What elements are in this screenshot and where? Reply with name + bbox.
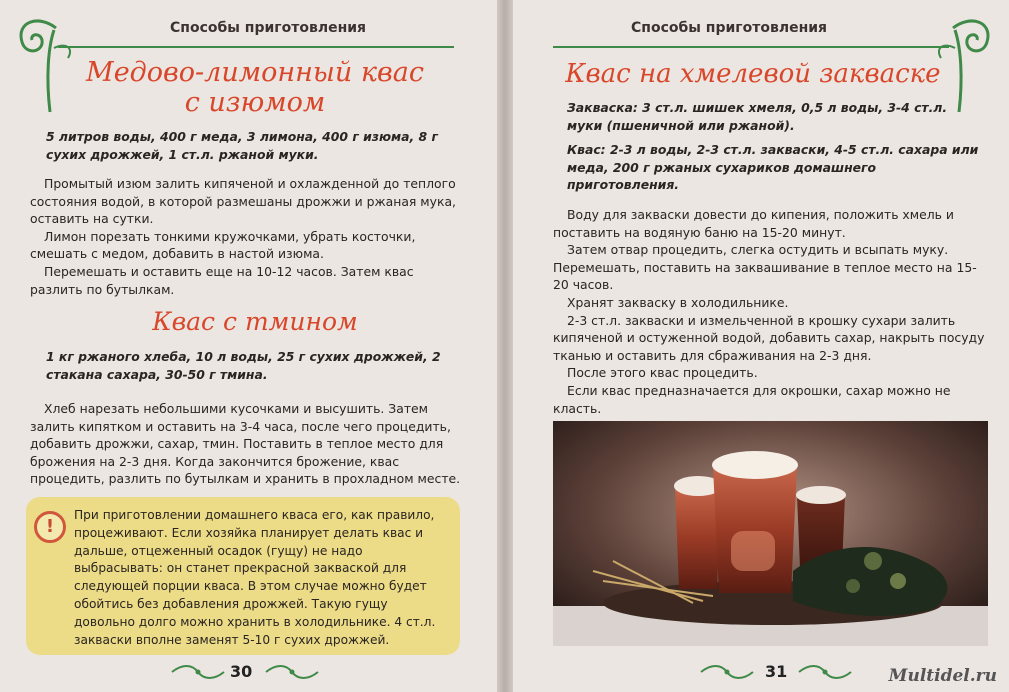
- page-ornament-icon: [262, 664, 322, 680]
- recipe-title-line: с изюмом: [184, 87, 326, 119]
- instruction-paragraph: Хлеб нарезать небольшими кусочками и высушить. Затем залить кипятком и оставить на 3-4 часа, после чего процедить, добавить дрожжи, сахар, тмин. Поставить в теплое место для брожения на 2-3 дня. Когда закончится брожение, квас процедить, разлить по бутылкам и хранить в прохладном месте.: [30, 401, 461, 487]
- recipe-title: Квас на хмелевой закваске: [565, 59, 941, 89]
- tip-box: [26, 497, 460, 655]
- instructions: [30, 400, 466, 488]
- instruction-paragraph: Промытый изюм залить кипяченой и охлажденной до теплого состояния водой, в которой размешаны дрожжи и ржаная мука, оставить на сутки.: [30, 176, 457, 227]
- kvass-photo: [553, 421, 988, 646]
- instruction-paragraph: 2-3 ст.л. закваски и измельченной в крошку сухари залить кипяченой и остуженной водой, добавить сахар, накрыть посуду тканью и оставить для сбраживания на 2-3 дня.: [553, 312, 985, 363]
- instruction-paragraph: Если квас предназначается для окрошки, сахар можно не класть.: [553, 382, 951, 416]
- page-ornament-icon: [168, 664, 228, 680]
- instruction-paragraph: После этого квас процедить.: [567, 365, 758, 381]
- running-head: Способы приготовления: [170, 20, 367, 36]
- page-ornament-icon: [795, 664, 855, 680]
- page-ornament-icon: [697, 664, 757, 680]
- kvass-ingredients: Квас: 2-3 л воды, 2-3 ст.л. закваски, 4-5 ст.л. сахара или меда, 200 г ржаных сухариков домашнего приготовления.: [567, 142, 979, 193]
- tip-text: При приготовлении домашнего кваса его, как правило, процеживают. Если хозяйка планирует делать квас и дальше, отцеженный осадок (гущу) не надо выбрасывать: он станет прекрасной закваской для следующей порции кваса. В этом случае можно будет обойтись без добавления дрожжей. Такую гущу довольно долго можно хранить в холодильнике. 4 ст.л. закваски вполне заменят 5-10 г сухих дрожжей.: [74, 508, 436, 647]
- watermark: Multidel.ru: [888, 666, 997, 686]
- instruction-paragraph: Лимон порезать тонкими кружочками, убрать косточки, смешать с медом, добавить в настой изюма.: [30, 228, 416, 262]
- running-head: Способы приготовления: [631, 20, 828, 36]
- left-page: [0, 0, 497, 692]
- recipe-title: Квас с тмином: [152, 307, 358, 336]
- page-number: 31: [765, 662, 788, 681]
- header-rule: [553, 46, 949, 48]
- starter-ingredients: Закваска: 3 ст.л. шишек хмеля, 0,5 л воды, 3-4 ст.л. муки (пшеничной или ржаной).: [567, 100, 948, 133]
- recipe-title: [60, 58, 450, 118]
- instruction-paragraph: Воду для закваски довести до кипения, положить хмель и поставить на водяную баню на 15-20 минут.: [553, 207, 954, 240]
- ingredients: 5 литров воды, 400 г меда, 3 лимона, 400 г изюма, 8 г сухих дрожжей, 1 ст.л. ржаной муки.: [46, 129, 438, 162]
- warning-icon: !: [34, 511, 66, 543]
- recipe-title-line: Медово-лимонный квас: [86, 57, 424, 88]
- book-gutter: [497, 0, 513, 692]
- instructions: [30, 175, 466, 298]
- page-number: 30: [230, 662, 253, 681]
- header-rule: [58, 46, 454, 48]
- right-page: [513, 0, 1009, 692]
- instruction-paragraph: Затем отвар процедить, слегка остудить и всыпать муку. Перемешать, поставить на заквашивание в теплое место на 15-20 часов.: [553, 242, 977, 293]
- instruction-paragraph: Перемешать и оставить еще на 10-12 часов. Затем квас разлить по бутылкам.: [30, 263, 414, 297]
- instructions: [553, 206, 989, 417]
- instruction-paragraph: Хранят закваску в холодильнике.: [567, 294, 789, 310]
- ingredients: 1 кг ржаного хлеба, 10 л воды, 25 г сухих дрожжей, 2 стакана сахара, 30-50 г тмина.: [46, 349, 441, 382]
